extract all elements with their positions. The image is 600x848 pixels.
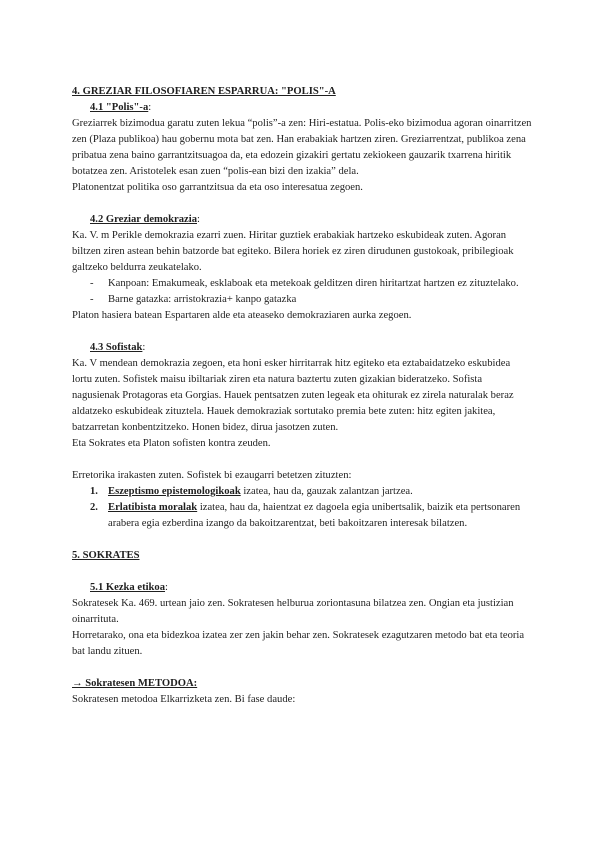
section-5-heading: 5. SOKRATES	[72, 550, 140, 561]
heading-colon: :	[197, 214, 200, 225]
bullet-list	[72, 276, 532, 308]
method-heading: → Sokratesen METODOA:	[72, 678, 198, 689]
heading-colon: :	[142, 342, 146, 353]
subsection-4-3-heading	[90, 340, 532, 356]
item-number: 2.	[90, 502, 98, 513]
paragraph: Ka. V mendean demokrazia zegoen, eta honi esker hirritarrak hitz egiteko eta eztabaidatzeko eskubidea lortu zuten. Sofistek maisu ibiltariak ziren eta natura baztertu zuten gizakian bideratzeko. Sofista nagusienak Protagoras eta Gorgias. Hauek pentsatzen zuten legeak eta ohiturak ez zirela naturalak beraz aldatzeko eskubideak zituztela. Hauek demokraziak sortutako premia bete zuten: hitz egiten jakitea, batzarretan konbentzitzeko. Honen bidez, dirua jasotzen zuten.	[72, 358, 514, 433]
numbered-list	[72, 484, 532, 532]
dash-marker: -	[90, 278, 94, 289]
subsection-4-1-heading	[90, 100, 532, 116]
subsection-4-1-title: 4.1 "Polis"-a	[90, 102, 149, 113]
paragraph: Greziarrek bizimodua garatu zuten lekua “polis”-a zen: Hiri-estatua. Polis-eko bizimodua agoran oinarritzen zen (Plaza publikoa) hau gobernu mota bat zen. Han erabakiak hartzen ziren. Greziarrentzat, publikoa zena pribatua zena baino garrantzitsuagoa da, eta edozein gizakiri gertatu zekiokeen gauzarik txarrena hiritik botatzea zen. Aristotelek esan zuen “polis-ean bizi den izakia” dela.	[72, 118, 532, 177]
list-item	[72, 276, 532, 292]
section-4-heading: 4. GREZIAR FILOSOFIAREN ESPARRUA: "POLIS"-A	[72, 86, 336, 97]
paragraph: Sokratesek Ka. 469. urtean jaio zen. Sokratesen helburua zoriontasuna bilatzea zen. Ongian eta justizian oinarrituta.	[72, 598, 514, 625]
subsection-4-2-title: 4.2 Greziar demokrazia	[90, 214, 197, 225]
paragraph: Erretorika irakasten zuten. Sofistek bi ezaugarri betetzen zituzten:	[72, 470, 352, 481]
item-text: izatea, hau da, haientzat ez dagoela egia unibertsalik, baizik eta pertsonaren arabera egia ezberdina izango da bakoitzarentzat, beti bakoitzaren interesak bilatzen.	[108, 502, 521, 529]
subsection-4-3-title: 4.3 Sofistak	[90, 342, 143, 353]
paragraph: Sokratesen metodoa Elkarrizketa zen. Bi fase daude:	[72, 694, 296, 705]
dash-marker: -	[90, 294, 94, 305]
paragraph: Horretarako, ona eta bidezkoa izatea zer zen jakin behar zen. Sokratesek ezagutzaren metodo bat eta teoria bat landu zituen.	[72, 630, 525, 657]
item-number: 1.	[90, 486, 98, 497]
subsection-5-1-title: 5.1 Kezka etikoa	[90, 582, 166, 593]
paragraph: Platonentzat politika oso garrantzitsua da eta oso interesatua zegoen.	[72, 182, 363, 193]
item-text: izatea, hau da, gauzak zalantzan jartzea.	[240, 486, 413, 497]
list-item	[72, 292, 532, 308]
paragraph: Platon hasiera batean Espartaren alde eta ateaseko demokraziaren aurka zegoen.	[72, 310, 412, 321]
list-item	[72, 500, 532, 532]
list-item-text: Kanpoan: Emakumeak, esklaboak eta metekoak gelditzen diren hiritartzat hartzen ez zituztelako.	[108, 278, 519, 289]
document-body	[72, 84, 532, 708]
list-item-text: Barne gatazka: arristokrazia+ kanpo gatazka	[108, 294, 297, 305]
heading-colon: :	[148, 102, 152, 113]
paragraph: Ka. V. m Perikle demokrazia ezarri zuen. Hiritar guztiek erabakiak hartzeko eskubideak zuten. Agoran biltzen ziren astean behin batzorde bat egiteko. Bilera horiek ez ziren dirudunen gustokoak, pribilegioak galtzeko beldurra zeukatelako.	[72, 230, 514, 273]
item-term: Eszeptismo epistemologikoak	[108, 486, 241, 497]
heading-colon: :	[165, 582, 168, 593]
list-item	[72, 484, 532, 500]
paragraph: Eta Sokrates eta Platon sofisten kontra zeuden.	[72, 438, 271, 449]
item-term: Erlatibista moralak	[108, 502, 198, 513]
subsection-5-1-heading	[90, 580, 532, 596]
subsection-4-2-heading	[90, 212, 532, 228]
